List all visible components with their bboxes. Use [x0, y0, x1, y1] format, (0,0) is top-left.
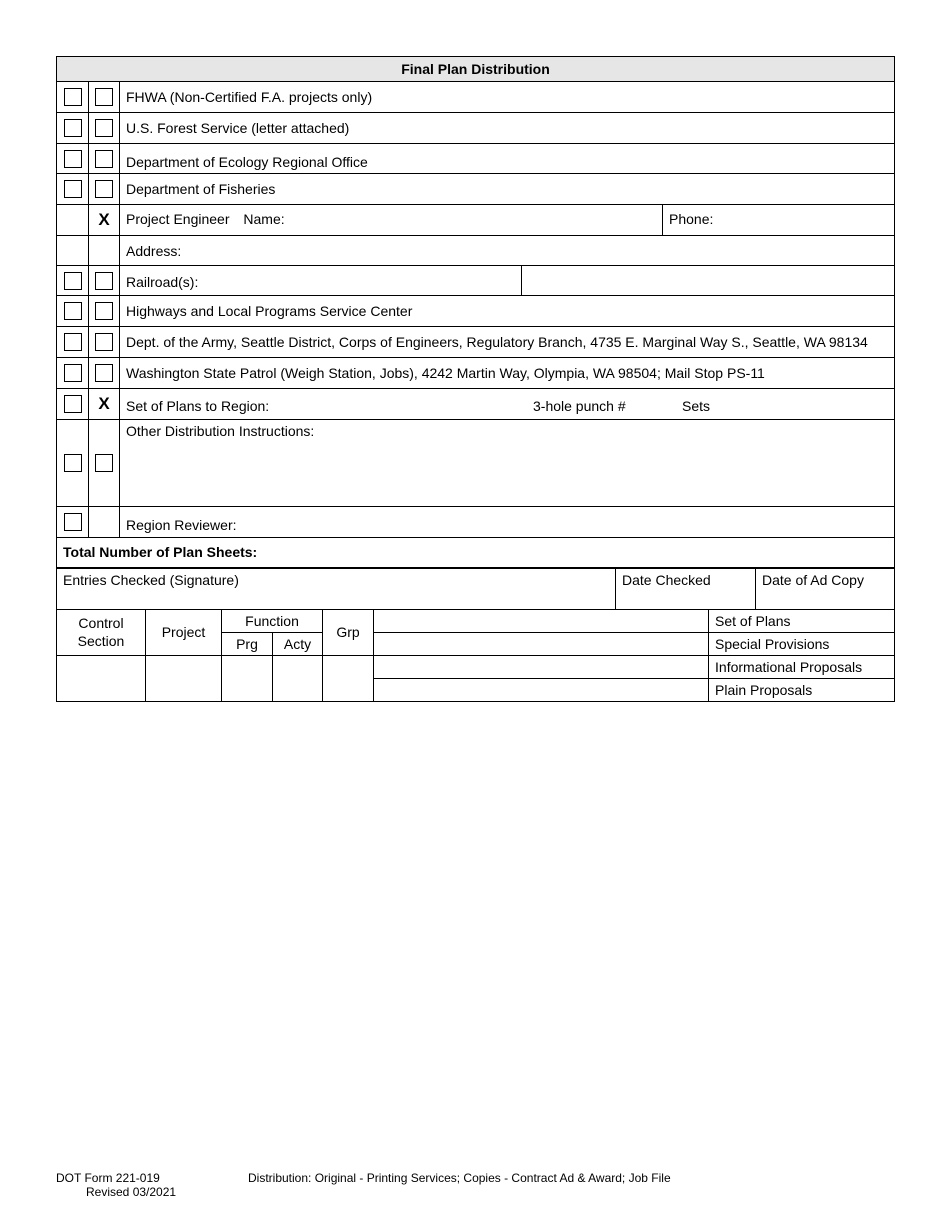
other-instructions-field[interactable]: Other Distribution Instructions:: [120, 420, 895, 507]
other-checkbox-1[interactable]: [64, 454, 82, 472]
total-sheets-table: [56, 537, 895, 569]
ecology-label: Department of Ecology Regional Office: [120, 144, 895, 174]
fisheries-label: Department of Fisheries: [120, 174, 895, 205]
project-value[interactable]: [146, 655, 222, 701]
acty-value[interactable]: [273, 655, 323, 701]
prg-value[interactable]: [222, 655, 273, 701]
signature-table: [56, 568, 895, 610]
plain-proposals-label: Plain Proposals: [709, 678, 895, 701]
army-checkbox-1[interactable]: [64, 333, 82, 351]
region-reviewer-field[interactable]: Region Reviewer:: [120, 507, 895, 538]
forest-checkbox-1[interactable]: [64, 119, 82, 137]
grp-header: Grp: [323, 609, 374, 655]
control-section-value[interactable]: [57, 655, 146, 701]
patrol-checkbox-1[interactable]: [64, 364, 82, 382]
ecology-checkbox-1[interactable]: [64, 150, 82, 168]
function-header: Function: [222, 609, 323, 632]
fhwa-checkbox-1[interactable]: [64, 88, 82, 106]
forest-label: U.S. Forest Service (letter attached): [120, 113, 895, 144]
army-checkbox-2[interactable]: [95, 333, 113, 351]
informational-proposals-label: Informational Proposals: [709, 655, 895, 678]
hole-punch-label: 3-hole punch #: [533, 398, 626, 414]
other-checkbox-2[interactable]: [95, 454, 113, 472]
sets-label: Sets: [682, 398, 711, 414]
control-section-header-2: Section: [77, 633, 125, 649]
date-checked-field[interactable]: Date Checked: [616, 568, 756, 609]
set-of-plans-count[interactable]: [374, 609, 709, 632]
fisheries-checkbox-1[interactable]: [64, 180, 82, 198]
special-provisions-count[interactable]: [374, 632, 709, 655]
engineer-x-mark[interactable]: X: [98, 210, 110, 229]
control-section-header: Control: [78, 615, 124, 631]
distribution-note: Distribution: Original - Printing Services; Copies - Contract Ad & Award; Job File: [248, 1171, 671, 1185]
entries-checked-field[interactable]: Entries Checked (Signature): [57, 568, 616, 609]
highways-checkbox-2[interactable]: [95, 302, 113, 320]
form-revised: Revised 03/2021: [86, 1185, 177, 1199]
grp-value[interactable]: [323, 655, 374, 701]
army-label: Dept. of the Army, Seattle District, Corps of Engineers, Regulatory Branch, 4735 E. Marginal Way S., Seattle, WA 98134: [120, 327, 895, 358]
address-field[interactable]: Address:: [120, 236, 895, 266]
reviewer-checkbox[interactable]: [64, 513, 82, 531]
railroad-checkbox-2[interactable]: [95, 272, 113, 290]
railroad-extra-field[interactable]: [522, 266, 894, 295]
engineer-name-field[interactable]: Name:: [243, 211, 285, 227]
railroad-field[interactable]: Railroad(s):: [120, 266, 522, 295]
patrol-checkbox-2[interactable]: [95, 364, 113, 382]
highways-label: Highways and Local Programs Service Center: [120, 296, 895, 327]
ecology-checkbox-2[interactable]: [95, 150, 113, 168]
engineer-phone-field[interactable]: Phone:: [662, 205, 894, 235]
form-number: [56, 1171, 176, 1199]
engineer-label: Project Engineer: [126, 211, 230, 227]
project-header: Project: [146, 609, 222, 655]
set-of-plans-checkbox[interactable]: [64, 395, 82, 413]
set-of-plans-row-label: Set of Plans: [709, 609, 895, 632]
distribution-table: [56, 56, 895, 538]
acty-header: Acty: [273, 632, 323, 655]
form-title: Final Plan Distribution: [57, 57, 895, 82]
distribution-form: [56, 56, 895, 702]
total-sheets-field[interactable]: Total Number of Plan Sheets:: [57, 538, 895, 568]
plain-proposals-count[interactable]: [374, 678, 709, 701]
fhwa-checkbox-2[interactable]: [95, 88, 113, 106]
fisheries-checkbox-2[interactable]: [95, 180, 113, 198]
control-table: [56, 609, 895, 702]
forest-checkbox-2[interactable]: [95, 119, 113, 137]
prg-header: Prg: [222, 632, 273, 655]
set-of-plans-x-mark[interactable]: X: [98, 394, 110, 413]
railroad-checkbox-1[interactable]: [64, 272, 82, 290]
set-of-plans-label: Set of Plans to Region:: [126, 398, 270, 414]
special-provisions-label: Special Provisions: [709, 632, 895, 655]
fhwa-label: FHWA (Non-Certified F.A. projects only): [120, 82, 895, 113]
highways-checkbox-1[interactable]: [64, 302, 82, 320]
form-id: DOT Form 221-019: [56, 1171, 160, 1185]
informational-proposals-count[interactable]: [374, 655, 709, 678]
patrol-label: Washington State Patrol (Weigh Station, Jobs), 4242 Martin Way, Olympia, WA 98504; Mail Stop PS-11: [120, 358, 895, 389]
date-ad-copy-field[interactable]: Date of Ad Copy: [756, 568, 895, 609]
